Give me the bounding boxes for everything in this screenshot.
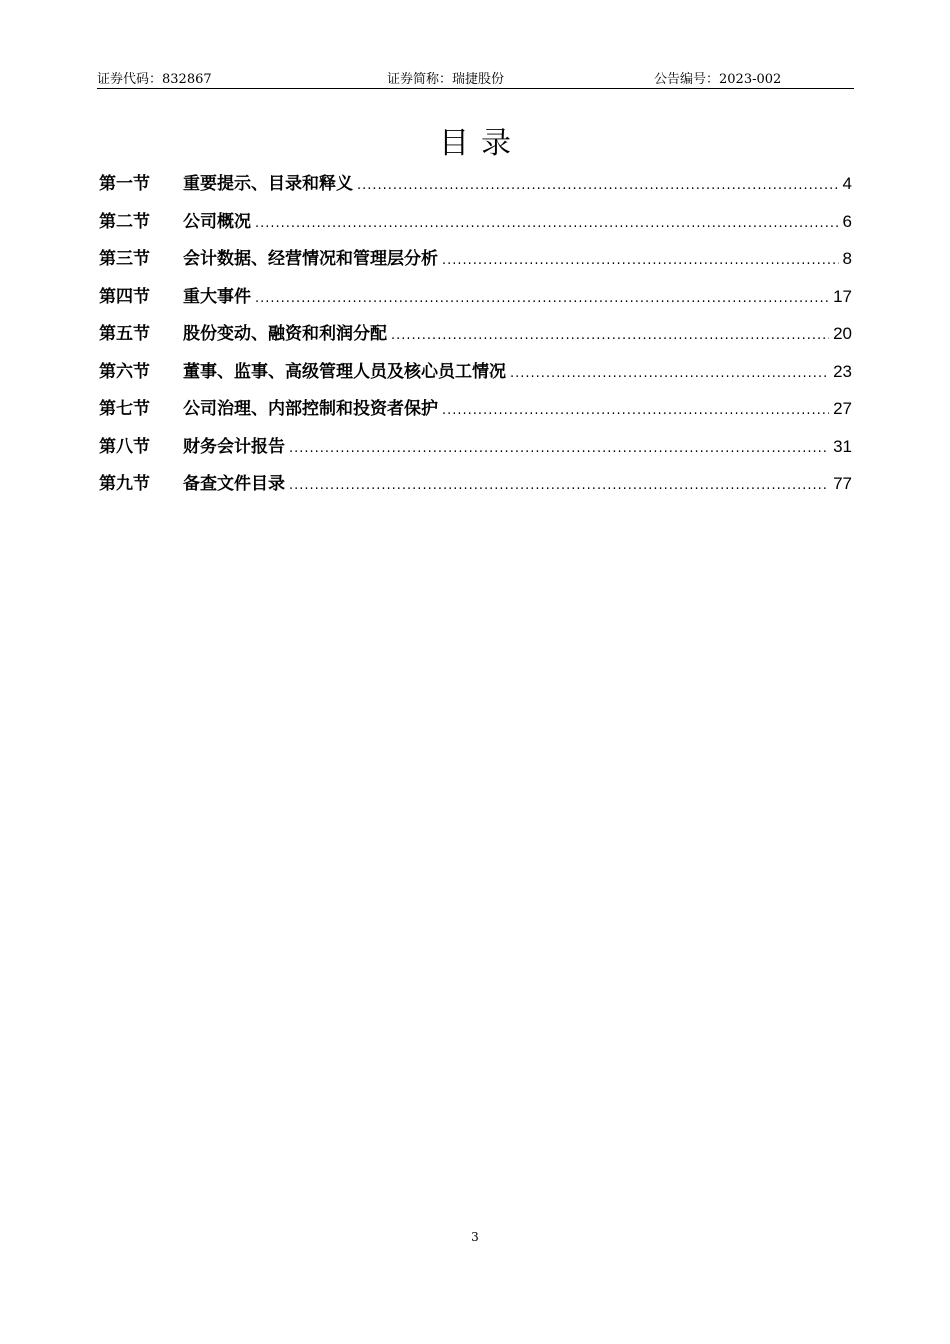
toc-section-title: 会计数据、经营情况和管理层分析 [183, 249, 438, 269]
toc-section-title: 董事、监事、高级管理人员及核心员工情况 [183, 361, 506, 382]
page-number: 3 [471, 1230, 479, 1244]
toc-entry[interactable] [99, 245, 852, 283]
dot-leader [391, 322, 829, 350]
toc-section-title: 财务会计报告 [183, 436, 285, 457]
toc-entry[interactable] [99, 208, 852, 246]
toc-section-number: 第二节 [99, 211, 150, 232]
toc-section-title: 公司治理、内部控制和投资者保护 [183, 399, 438, 419]
toc-page-number: 31 [833, 436, 852, 456]
toc-section-number: 第六节 [99, 361, 150, 382]
toc-section-number: 第一节 [99, 174, 150, 194]
toc-entry[interactable] [99, 283, 852, 321]
table-of-contents [99, 170, 852, 508]
toc-section-number: 第五节 [99, 324, 150, 344]
toc-page-number: 4 [842, 174, 852, 193]
dot-leader [289, 472, 829, 500]
toc-section-number: 第三节 [99, 249, 150, 269]
toc-page-number: 6 [842, 211, 852, 231]
toc-page-number: 27 [833, 399, 852, 418]
toc-entry[interactable] [99, 395, 852, 433]
toc-section-number: 第八节 [99, 436, 150, 457]
toc-entry[interactable] [99, 433, 852, 471]
toc-section-number: 第四节 [99, 286, 150, 307]
dot-leader [255, 210, 839, 238]
page-title: 目录 [439, 126, 523, 161]
toc-page-number: 8 [842, 249, 852, 268]
toc-page-number: 77 [833, 474, 852, 493]
stock-name: 证券简称：瑞捷股份 [387, 72, 505, 87]
toc-section-title: 重要提示、目录和释义 [183, 174, 353, 194]
toc-entry[interactable] [99, 470, 852, 508]
dot-leader [289, 435, 829, 463]
page-header [97, 66, 854, 89]
dot-leader [442, 247, 839, 275]
toc-section-title: 股份变动、融资和利润分配 [183, 324, 387, 344]
toc-section-title: 重大事件 [183, 286, 251, 307]
stock-code: 证券代码：832867 [97, 72, 212, 87]
toc-entry[interactable] [99, 170, 852, 208]
toc-section-title: 备查文件目录 [183, 474, 285, 494]
toc-entry[interactable] [99, 358, 852, 396]
toc-section-number: 第九节 [99, 474, 150, 494]
toc-section-title: 公司概况 [183, 211, 251, 232]
dot-leader [255, 285, 829, 313]
toc-page-number: 17 [833, 286, 852, 306]
toc-section-number: 第七节 [99, 399, 150, 419]
announcement-number: 公告编号：2023-002 [654, 72, 782, 87]
dot-leader [510, 360, 829, 388]
toc-page-number: 20 [833, 324, 852, 343]
dot-leader [357, 172, 839, 200]
toc-page-number: 23 [833, 361, 852, 381]
dot-leader [442, 397, 829, 425]
toc-entry[interactable] [99, 320, 852, 358]
